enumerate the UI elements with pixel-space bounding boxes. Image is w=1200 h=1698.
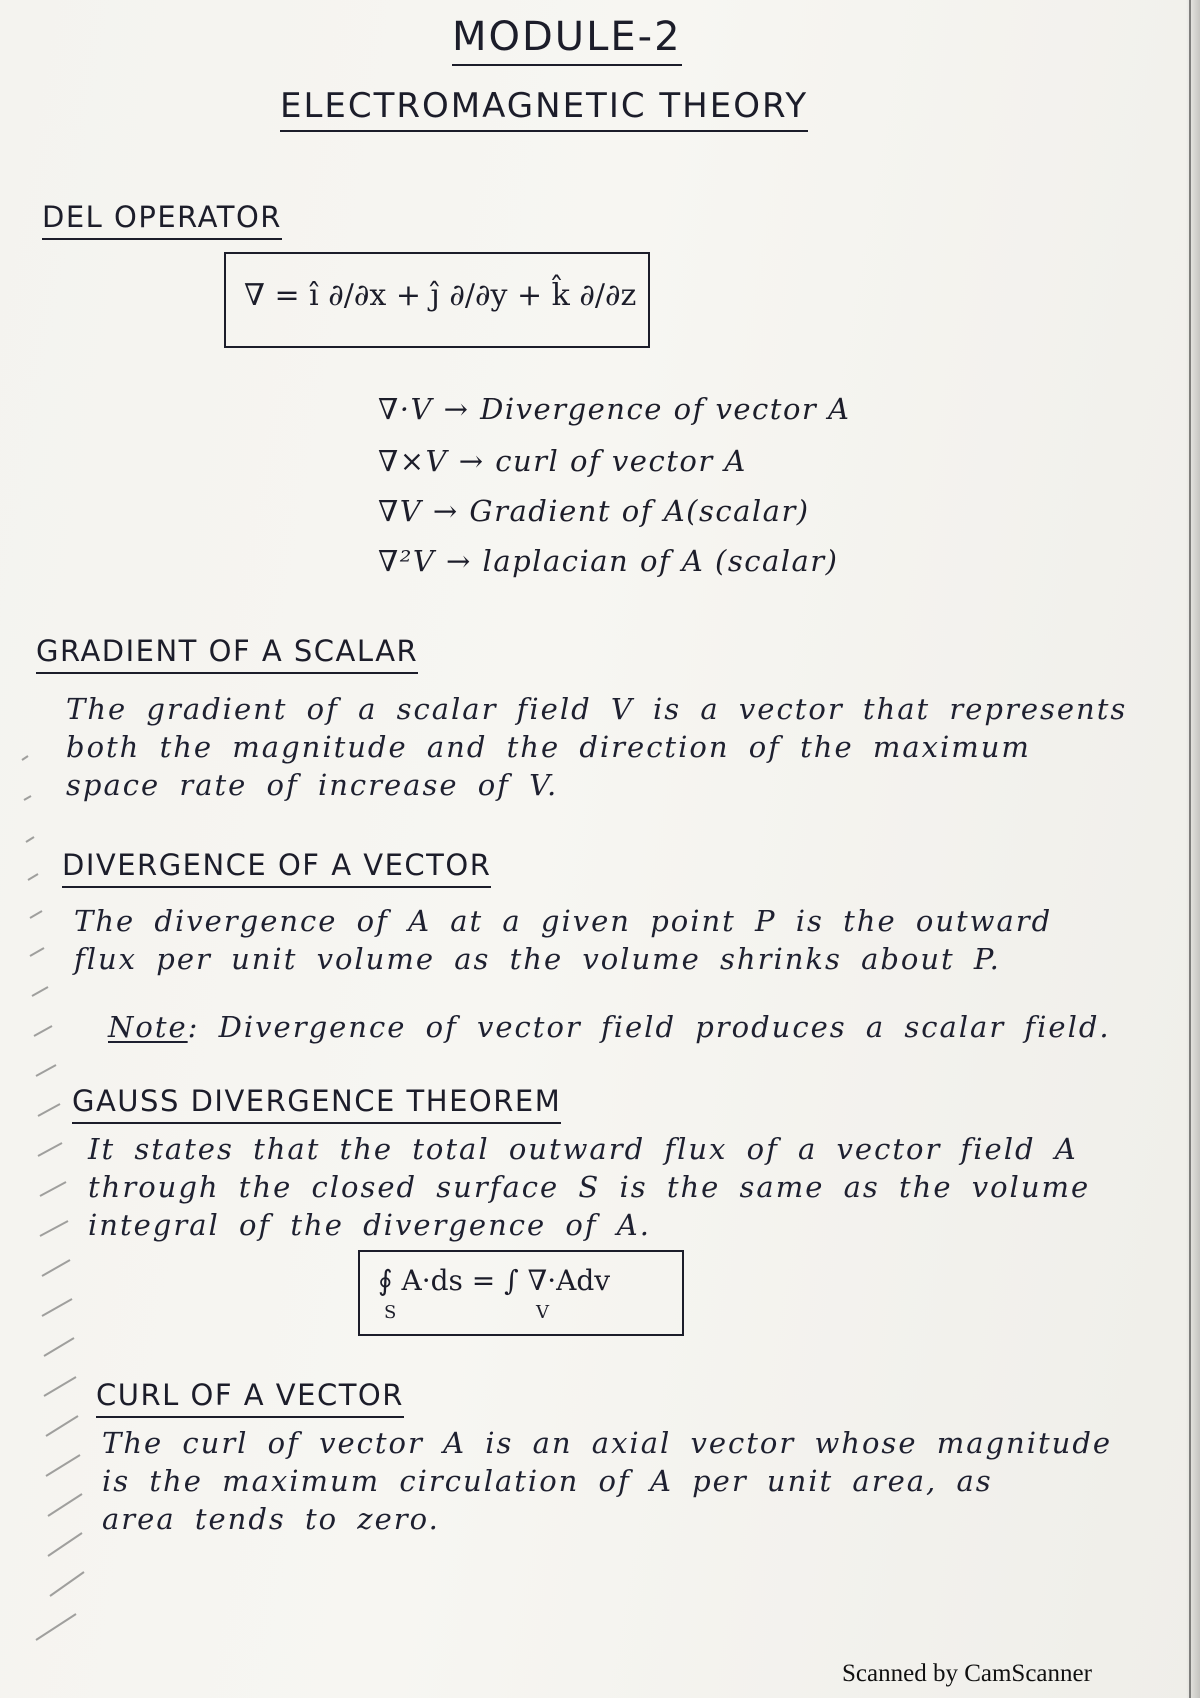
curl-line-2: is the maximum circulation of A per unit area, as	[102, 1464, 993, 1498]
title-text: MODULE-2	[452, 14, 682, 66]
gauss-formula: ∮ A·ds = ∫ ∇·Adv	[378, 1264, 611, 1297]
gauss-formula-sub-volume: V	[536, 1302, 549, 1323]
del-operator-heading-text: DEL OPERATOR	[42, 200, 282, 240]
gradient-heading-text: GRADIENT OF A SCALAR	[36, 634, 418, 674]
del-item-laplacian: ∇²V → laplacian of A (scalar)	[378, 544, 839, 578]
gradient-line-1: The gradient of a scalar field V is a vector that represents	[66, 692, 1128, 726]
divergence-note	[108, 1008, 1111, 1046]
note-label: Note	[108, 1010, 188, 1044]
page-title	[452, 14, 682, 66]
divergence-heading	[62, 848, 491, 888]
divergence-line-2: flux per unit volume as the volume shrinks about P.	[74, 942, 1001, 976]
del-operator-formula-box	[224, 252, 650, 348]
del-operator-heading	[42, 200, 282, 240]
scanner-watermark: Scanned by CamScanner	[842, 1660, 1092, 1687]
del-item-curl: ∇×V → curl of vector A	[378, 444, 747, 478]
page-subtitle	[280, 86, 808, 132]
gauss-formula-sub-surface: S	[384, 1302, 397, 1323]
gradient-heading	[36, 634, 418, 674]
curl-paragraph	[102, 1424, 1112, 1538]
gradient-paragraph	[66, 690, 1127, 804]
del-item-divergence: ∇·V → Divergence of vector A	[378, 392, 851, 426]
gauss-heading	[72, 1084, 561, 1124]
curl-heading	[96, 1378, 404, 1418]
gauss-heading-text: GAUSS DIVERGENCE THEOREM	[72, 1084, 561, 1124]
gauss-formula-box	[358, 1250, 684, 1336]
divergence-paragraph	[74, 902, 1052, 978]
gradient-line-2: both the magnitude and the direction of the maximum	[66, 730, 1031, 764]
del-operator-formula: ∇ = î ∂/∂x + ĵ ∂/∂y + k̂ ∂/∂z	[244, 278, 637, 313]
gauss-paragraph	[88, 1130, 1090, 1244]
subtitle-text: ELECTROMAGNETIC THEORY	[280, 86, 808, 132]
gauss-line-3: integral of the divergence of A.	[88, 1208, 651, 1242]
gauss-line-1: It states that the total outward flux of a vector field A	[88, 1132, 1078, 1166]
divergence-line-1: The divergence of A at a given point P is the outward	[74, 904, 1053, 938]
note-text: : Divergence of vector field produces a scalar field.	[187, 1010, 1111, 1044]
divergence-heading-text: DIVERGENCE OF A VECTOR	[62, 848, 491, 888]
gradient-line-3: space rate of increase of V.	[66, 768, 559, 802]
gauss-line-2: through the closed surface S is the same as the volume	[88, 1170, 1091, 1204]
curl-line-3: area tends to zero.	[102, 1502, 440, 1536]
page-edge-line	[1189, 0, 1191, 1698]
del-item-gradient: ∇V → Gradient of A(scalar)	[378, 494, 810, 528]
curl-line-1: The curl of vector A is an axial vector whose magnitude	[102, 1426, 1113, 1460]
curl-heading-text: CURL OF A VECTOR	[96, 1378, 404, 1418]
